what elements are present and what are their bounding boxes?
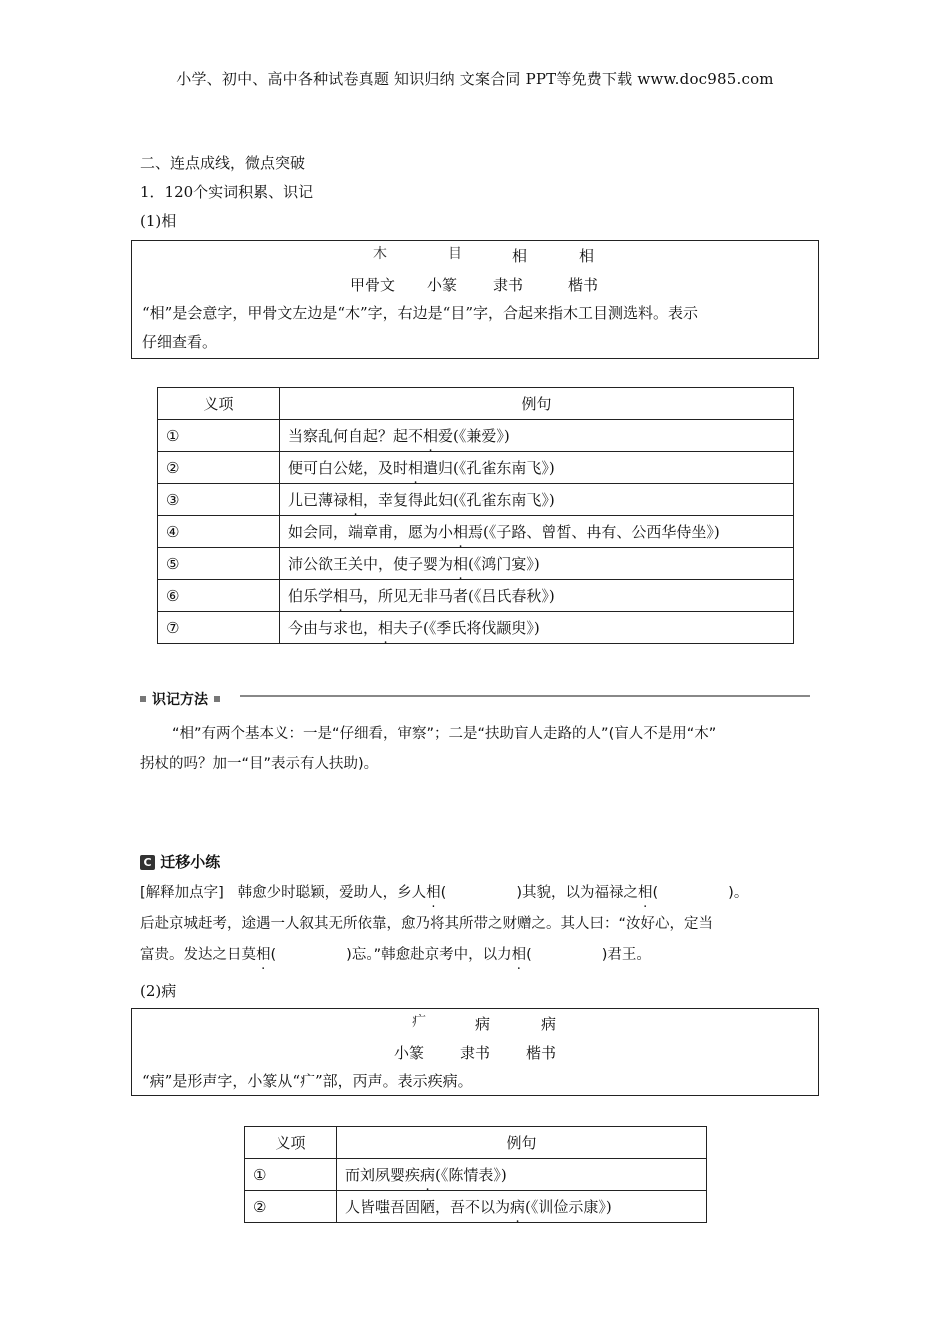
- dotted-char: 相: [453, 555, 469, 573]
- bing-origin-box: [131, 1008, 819, 1096]
- label-kaishu: 楷书: [568, 276, 599, 294]
- row-example: 如会同，端章甫，愿为小相焉(《子路、曾皙、冉有、公西华侍坐》): [280, 516, 794, 548]
- practice-line1: [解释加点字] 韩愈少时聪颖，爱助人，乡人相( )其貌，以为福禄之相( )。: [140, 885, 749, 901]
- row-example: 儿已薄禄相，幸复得此妇(《孔雀东南飞》): [280, 484, 794, 516]
- table-row: [245, 1191, 707, 1223]
- row-num: ②: [158, 452, 280, 484]
- label-lishu: 隶书: [460, 1044, 491, 1062]
- xiang-explain-line1: “相”是会意字，甲骨文左边是“木”字，右边是“目”字，合起来指木工目测选料。表示: [142, 304, 699, 322]
- method-section-bar: [140, 688, 810, 708]
- xiang-explain-line2: 仔细查看。: [142, 333, 218, 351]
- dotted-char: 相: [348, 491, 364, 509]
- row-num: ⑤: [158, 548, 280, 580]
- lishu-char: 相: [512, 247, 528, 265]
- header-yixiang: 义项: [245, 1127, 337, 1159]
- practice-icon: C: [140, 855, 155, 870]
- table-header-row: [158, 388, 794, 420]
- bing-meaning-table: [244, 1126, 707, 1223]
- dotted-char: 病: [510, 1198, 526, 1216]
- dotted-char: 相: [511, 947, 527, 963]
- page-header: 小学、初中、高中各种试卷真题 知识归纳 文案合同 PPT等免费下载 www.doc985.com: [176, 70, 774, 88]
- row-example: 而刘夙婴疾病(《陈情表》): [337, 1159, 707, 1191]
- table-header-row: [245, 1127, 707, 1159]
- kaishu-char: 相: [579, 247, 595, 265]
- xiaozhuan-glyph-icon: ⽧: [412, 1013, 426, 1030]
- bing-label: (2)病: [140, 982, 177, 1000]
- row-num: ④: [158, 516, 280, 548]
- row-num: ⑦: [158, 612, 280, 644]
- divider-line: [240, 695, 810, 697]
- xiaozhuan-glyph-icon: ⽬: [448, 245, 462, 262]
- dotted-char: 相: [378, 619, 394, 637]
- method-line2: 拐杖的吗？加一“目”表示有人扶助)。: [140, 756, 379, 772]
- square-bullet-icon: [140, 696, 146, 702]
- table-row: [158, 580, 794, 612]
- dotted-char: 相: [333, 587, 349, 605]
- dotted-char: 相: [408, 459, 424, 477]
- label-jiaguwen: 甲骨文: [350, 276, 396, 294]
- label-kaishu: 楷书: [526, 1044, 557, 1062]
- xiang-origin-box: [131, 240, 819, 359]
- xiang-meaning-table: [157, 387, 794, 644]
- table-row: [158, 452, 794, 484]
- bing-explain: “病”是形声字，小篆从“疒”部，丙声。表示疾病。: [142, 1072, 473, 1090]
- dotted-char: 相: [453, 523, 469, 541]
- practice-line2: 后赴京城赶考，途遇一人叙其无所依靠，愈乃将其所带之财赠之。其人曰：“汝好心，定当: [140, 916, 714, 932]
- practice-heading: [140, 851, 220, 872]
- row-num: ⑥: [158, 580, 280, 612]
- table-row: [158, 420, 794, 452]
- dotted-char: 病: [420, 1166, 436, 1184]
- table-row: [158, 484, 794, 516]
- label-xiaozhuan: 小篆: [394, 1044, 425, 1062]
- section-heading: 二、连点成线，微点突破: [140, 154, 306, 172]
- row-num: ①: [158, 420, 280, 452]
- practice-title: 迁移小练: [160, 853, 221, 871]
- row-example: 人皆嗤吾固陋，吾不以为病(《训俭示康》): [337, 1191, 707, 1223]
- row-example: 今由与求也，相夫子(《季氏将伐颛臾》): [280, 612, 794, 644]
- table-row: [158, 612, 794, 644]
- table-row: [158, 548, 794, 580]
- method-title: 识记方法: [152, 691, 208, 708]
- practice-tag: [解释加点字]: [140, 885, 224, 901]
- practice-line3: 富贵。发达之日莫相( )忘。”韩愈赴京考中，以力相( )君王。: [140, 947, 651, 963]
- label-lishu: 隶书: [493, 276, 524, 294]
- label-xiaozhuan: 小篆: [427, 276, 458, 294]
- dotted-char: 相: [637, 885, 653, 901]
- dotted-char: 相: [256, 947, 271, 963]
- row-num: ②: [245, 1191, 337, 1223]
- section-subheading: 1．120个实词积累、识记: [140, 183, 314, 201]
- dotted-char: 相: [423, 427, 439, 445]
- table-row: [158, 516, 794, 548]
- jiaguwen-glyph-icon: ⽊: [373, 245, 387, 262]
- row-example: 沛公欲王关中，使子婴为相(《鸿门宴》): [280, 548, 794, 580]
- dotted-char: 相: [426, 885, 441, 901]
- header-liju: 例句: [337, 1127, 707, 1159]
- row-num: ③: [158, 484, 280, 516]
- method-line1: “相”有两个基本义：一是“仔细看，审察”；二是“扶助盲人走路的人”(盲人不是用“木”: [172, 726, 717, 742]
- xiang-label: (1)相: [140, 212, 177, 230]
- row-example: 当察乱何自起？起不相爱(《兼爱》): [280, 420, 794, 452]
- row-example: 伯乐学相马，所见无非马者(《吕氏春秋》): [280, 580, 794, 612]
- kaishu-char: 病: [541, 1015, 557, 1033]
- square-bullet-icon: [214, 696, 220, 702]
- row-num: ①: [245, 1159, 337, 1191]
- header-yixiang: 义项: [158, 388, 280, 420]
- table-row: [245, 1159, 707, 1191]
- lishu-char: 病: [475, 1015, 491, 1033]
- row-example: 便可白公姥，及时相遣归(《孔雀东南飞》): [280, 452, 794, 484]
- header-liju: 例句: [280, 388, 794, 420]
